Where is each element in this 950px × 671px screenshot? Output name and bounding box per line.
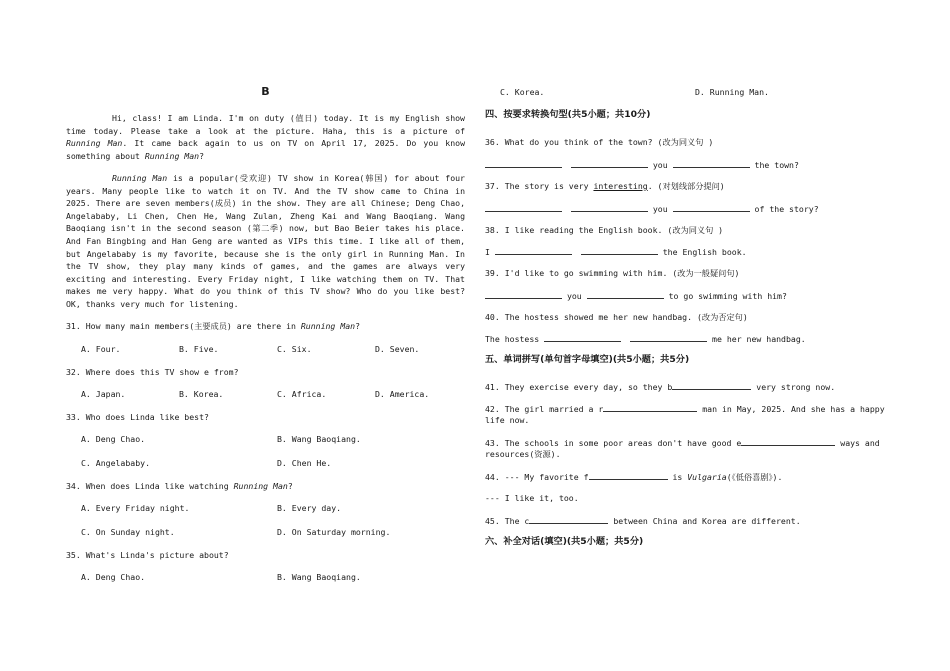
section-title: B — [261, 85, 270, 98]
q35-option-d[interactable]: D. Running Man. — [695, 87, 769, 97]
question-39: 39. I'd like to go swimming with him. (改为一般疑问句) — [485, 268, 740, 278]
question-43-cont: resources(资源). — [485, 449, 561, 459]
question-37: 37. The story is very interesting. (对划线部分提问) — [485, 181, 725, 191]
q33-option-d[interactable]: D. Chen He. — [277, 458, 332, 468]
q37-blank-1[interactable] — [485, 202, 562, 212]
question-40: 40. The hostess showed me her new handbag. (改为否定句) — [485, 312, 748, 322]
section-5-title: 五、单词拼写(单句首字母填空)(共5小题；共5分) — [485, 354, 690, 365]
question-31: 31. How many main members(主要成员) are there in Running Man? — [66, 321, 361, 331]
question-44: 44. --- My favorite f is Vulgaria(《低俗喜剧》). — [485, 472, 783, 482]
section-4-title: 四、按要求转换句型(共5小题；共10分) — [485, 109, 651, 120]
question-45: 45. The c between China and Korea are different. — [485, 516, 801, 526]
question-42: 42. The girl married a r man in May, 2025. And she has a happy — [485, 404, 885, 414]
q33-option-c[interactable]: C. Angelababy. — [81, 458, 151, 468]
q39-answer-line: you to go swimming with him? — [485, 289, 787, 303]
q42-blank[interactable] — [603, 402, 697, 412]
q43-blank[interactable] — [741, 436, 835, 446]
q32-option-c[interactable]: C. Africa. — [277, 389, 327, 399]
q31-option-c[interactable]: C. Six. — [277, 344, 312, 354]
q38-blank-1[interactable] — [495, 245, 572, 255]
q32-option-a[interactable]: A. Japan. — [81, 389, 126, 399]
question-38: 38. I like reading the English book. (改为同义句 ) — [485, 225, 724, 235]
q40-blank-1[interactable] — [544, 332, 621, 342]
question-32: 32. Where does this TV show e from? — [66, 367, 239, 377]
q32-option-d[interactable]: D. America. — [375, 389, 430, 399]
q36-blank-2[interactable] — [571, 158, 648, 168]
q36-blank-3[interactable] — [673, 158, 750, 168]
q37-blank-3[interactable] — [673, 202, 750, 212]
question-42-cont: life now. — [485, 415, 530, 425]
q32-option-b[interactable]: B. Korea. — [179, 389, 224, 399]
q44-blank[interactable] — [589, 470, 668, 480]
q36-answer-line: you the town? — [485, 158, 799, 172]
q37-blank-2[interactable] — [571, 202, 648, 212]
q39-blank-1[interactable] — [485, 289, 562, 299]
question-44-reply: --- I like it, too. — [485, 493, 579, 503]
q31-option-d[interactable]: D. Seven. — [375, 344, 420, 354]
q34-option-c[interactable]: C. On Sunday night. — [81, 527, 175, 537]
q35-option-c[interactable]: C. Korea. — [500, 87, 545, 97]
q39-blank-2[interactable] — [587, 289, 664, 299]
question-41: 41. They exercise every day, so they b very strong now. — [485, 382, 836, 392]
q45-blank[interactable] — [529, 514, 608, 524]
q34-option-a[interactable]: A. Every Friday night. — [81, 503, 190, 513]
question-33: 33. Who does Linda like best? — [66, 412, 209, 422]
q37-answer-line: you of the story? — [485, 202, 819, 216]
q36-blank-1[interactable] — [485, 158, 562, 168]
question-34: 34. When does Linda like watching Running Man? — [66, 481, 293, 491]
q40-blank-2[interactable] — [630, 332, 707, 342]
q40-answer-line: The hostess me her new handbag. — [485, 334, 806, 344]
q34-option-b[interactable]: B. Every day. — [277, 503, 342, 513]
section-6-title: 六、补全对话(填空)(共5小题；共5分) — [485, 536, 644, 547]
q41-blank[interactable] — [672, 380, 751, 390]
q38-blank-2[interactable] — [581, 245, 658, 255]
passage-paragraph-1: Hi, class! I am Linda. I'm on duty (值日) today. It is my English show time today. Please take a look at the picture. Haha, this is a picture of Running Man. It came back again to us on TV on April 17, 2025. Do you know something about Running Man? — [66, 113, 466, 161]
q35-option-b[interactable]: B. Wang Baoqiang. — [277, 572, 361, 582]
question-43: 43. The schools in some poor areas don't have good e ways and — [485, 438, 880, 448]
q38-answer-line: I the English book. — [485, 247, 747, 257]
question-35: 35. What's Linda's picture about? — [66, 550, 229, 560]
question-36: 36. What do you think of the town? (改为同义句 ) — [485, 137, 714, 147]
q33-option-b[interactable]: B. Wang Baoqiang. — [277, 434, 361, 444]
passage-paragraph-2: Running Man is a popular(受欢迎) TV show in Korea(韩国) for about four years. Many people like to watch it on TV. And the TV show came to China in 2025. There are seven members(成员) in the show. They are all Chinese; Deng Chao, Angelababy, Li Chen, Chen He, Wang Zulan, Zheng Kai and Wang Baoqiang. Wang Baoqiang isn't in the second season (第二季) now, but Bao Beier takes his place. And Fan Bingbing and Han Geng are wanted as VIPs this time. I like all of them, but Angelababy is my favorite, because she is the only girl in Running Man. In the TV show, they play many kinds of games, and the games are always very exciting and interesting. Every Friday night, I like watching them on TV. That makes me very happy. What do you think of this TV show? Who do you like best? OK, thanks very much for listening. — [66, 173, 465, 309]
q33-option-a[interactable]: A. Deng Chao. — [81, 434, 146, 444]
q31-option-b[interactable]: B. Five. — [179, 344, 219, 354]
q35-option-a[interactable]: A. Deng Chao. — [81, 572, 146, 582]
q31-option-a[interactable]: A. Four. — [81, 344, 121, 354]
q34-option-d[interactable]: D. On Saturday morning. — [277, 527, 391, 537]
